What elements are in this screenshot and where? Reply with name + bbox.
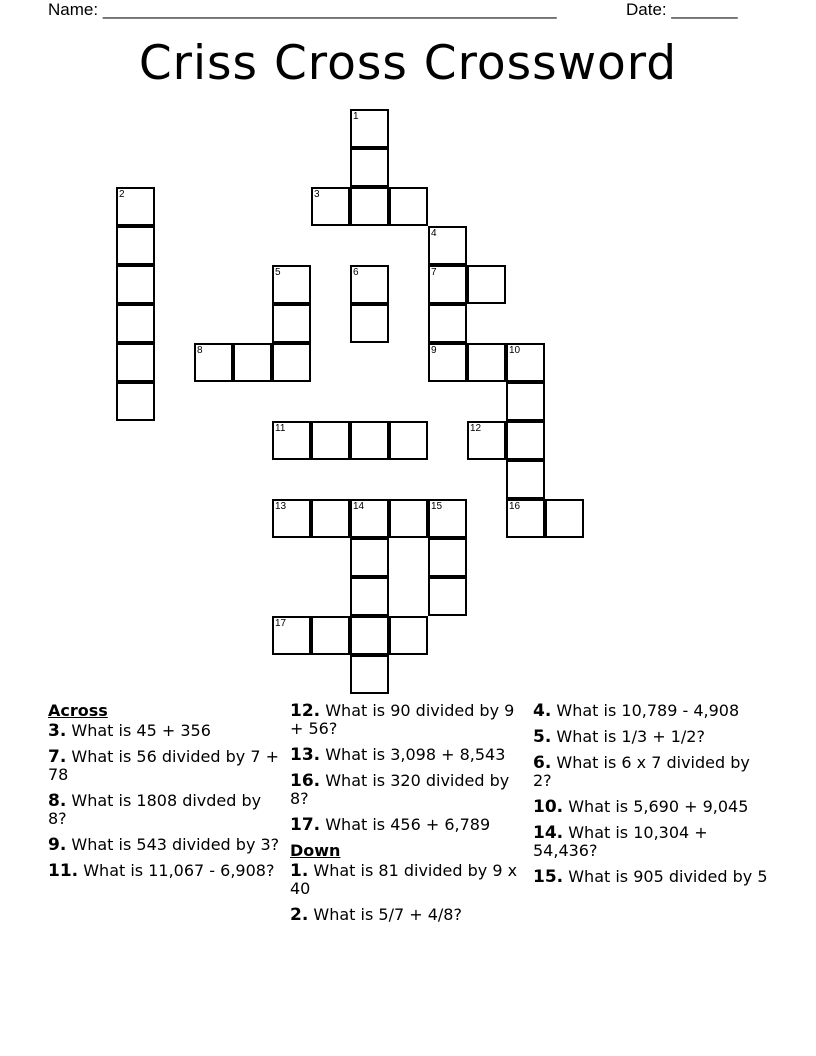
grid-cell[interactable] [272,421,311,460]
grid-cell[interactable] [545,499,584,538]
grid-cell[interactable] [467,343,506,382]
cell-number: 17 [275,618,287,629]
grid-cell[interactable] [506,421,545,460]
grid-cell[interactable] [467,265,506,304]
grid-cell[interactable] [350,616,389,655]
cell-number: 5 [275,267,281,278]
clue: 12. What is 90 divided by 9 + 56? [290,701,515,738]
grid-cell[interactable] [350,421,389,460]
grid-cell[interactable] [350,187,389,226]
cell-number: 10 [509,345,521,356]
clue: 13. What is 3,098 + 8,543 [290,745,506,765]
date-line: _______ [671,0,738,19]
clue: 9. What is 543 divided by 3? [48,835,280,855]
grid-cell[interactable] [389,187,428,226]
grid-cell[interactable] [194,343,233,382]
grid-cell[interactable] [506,382,545,421]
cell-number: 2 [119,189,125,200]
grid-cell[interactable] [350,304,389,343]
clue: 3. What is 45 + 356 [48,721,211,741]
grid-cell[interactable] [350,577,389,616]
cell-number: 13 [275,501,287,512]
grid-cell[interactable] [506,460,545,499]
grid-cell[interactable] [116,226,155,265]
clue: 8. What is 1808 divded by 8? [48,791,262,828]
clue: 17. What is 456 + 6,789 [290,815,491,835]
grid-cell[interactable] [272,265,311,304]
grid-cell[interactable] [428,343,467,382]
grid-cell[interactable] [389,616,428,655]
clue: 11. What is 11,067 - 6,908? [48,861,275,881]
cell-number: 8 [197,345,203,356]
grid-cell[interactable] [467,421,506,460]
grid-cell[interactable] [272,343,311,382]
grid-cell[interactable] [311,187,350,226]
grid-cell[interactable] [272,304,311,343]
grid-cell[interactable] [116,343,155,382]
clue: 1. What is 81 divided by 9 x 40 [290,861,518,898]
grid-cell[interactable] [272,499,311,538]
cell-number: 6 [353,267,359,278]
grid-cell[interactable] [116,265,155,304]
grid-cell[interactable] [428,226,467,265]
clue: 4. What is 10,789 - 4,908 [533,701,740,721]
grid-cell[interactable] [350,499,389,538]
clue: 14. What is 10,304 + 54,436? [533,823,708,860]
grid-cell[interactable] [272,616,311,655]
clue: 2. What is 5/7 + 4/8? [290,905,462,925]
date-label: Date: [626,0,667,19]
grid-cell[interactable] [428,304,467,343]
cell-number: 4 [431,228,437,239]
across-heading: Across [48,701,108,720]
grid-cell[interactable] [116,382,155,421]
grid-cell[interactable] [506,343,545,382]
grid-cell[interactable] [428,577,467,616]
clues-column-3 [533,702,768,894]
grid-cell[interactable] [350,109,389,148]
grid-cell[interactable] [311,616,350,655]
grid-cell[interactable] [311,421,350,460]
grid-cell[interactable] [233,343,272,382]
clue: 15. What is 905 divided by 5 [533,867,768,887]
grid-cell[interactable] [506,499,545,538]
name-label: Name: [48,0,99,19]
grid-cell[interactable] [116,304,155,343]
clue: 6. What is 6 x 7 divided by 2? [533,753,750,790]
down-heading: Down [290,841,341,860]
grid-cell[interactable] [428,499,467,538]
grid-cell[interactable] [389,499,428,538]
grid-cell[interactable] [428,265,467,304]
grid-cell[interactable] [311,499,350,538]
grid-cell[interactable] [350,538,389,577]
cell-number: 3 [314,189,320,200]
cell-number: 16 [509,501,521,512]
clue: 10. What is 5,690 + 9,045 [533,797,749,817]
name-field[interactable] [48,0,557,20]
grid-cell[interactable] [350,148,389,187]
cell-number: 1 [353,111,359,122]
cell-number: 15 [431,501,443,512]
grid-cell[interactable] [350,655,389,694]
clues-column-1 [48,702,283,888]
grid-cell[interactable] [389,421,428,460]
name-line: ________________________________________________ [102,0,557,19]
clue: 7. What is 56 divided by 7 + 78 [48,747,279,784]
clues-column-2 [290,702,525,932]
cell-number: 11 [275,423,286,434]
grid-cell[interactable] [350,265,389,304]
cell-number: 12 [470,423,482,434]
grid-cell[interactable] [428,538,467,577]
grid-cell[interactable] [116,187,155,226]
page-title: Criss Cross Crossword [138,36,678,91]
date-field[interactable] [626,0,738,20]
cell-number: 9 [431,345,437,356]
clue: 16. What is 320 divided by 8? [290,771,510,808]
cell-number: 7 [431,267,437,278]
clue: 5. What is 1/3 + 1/2? [533,727,705,747]
cell-number: 14 [353,501,365,512]
